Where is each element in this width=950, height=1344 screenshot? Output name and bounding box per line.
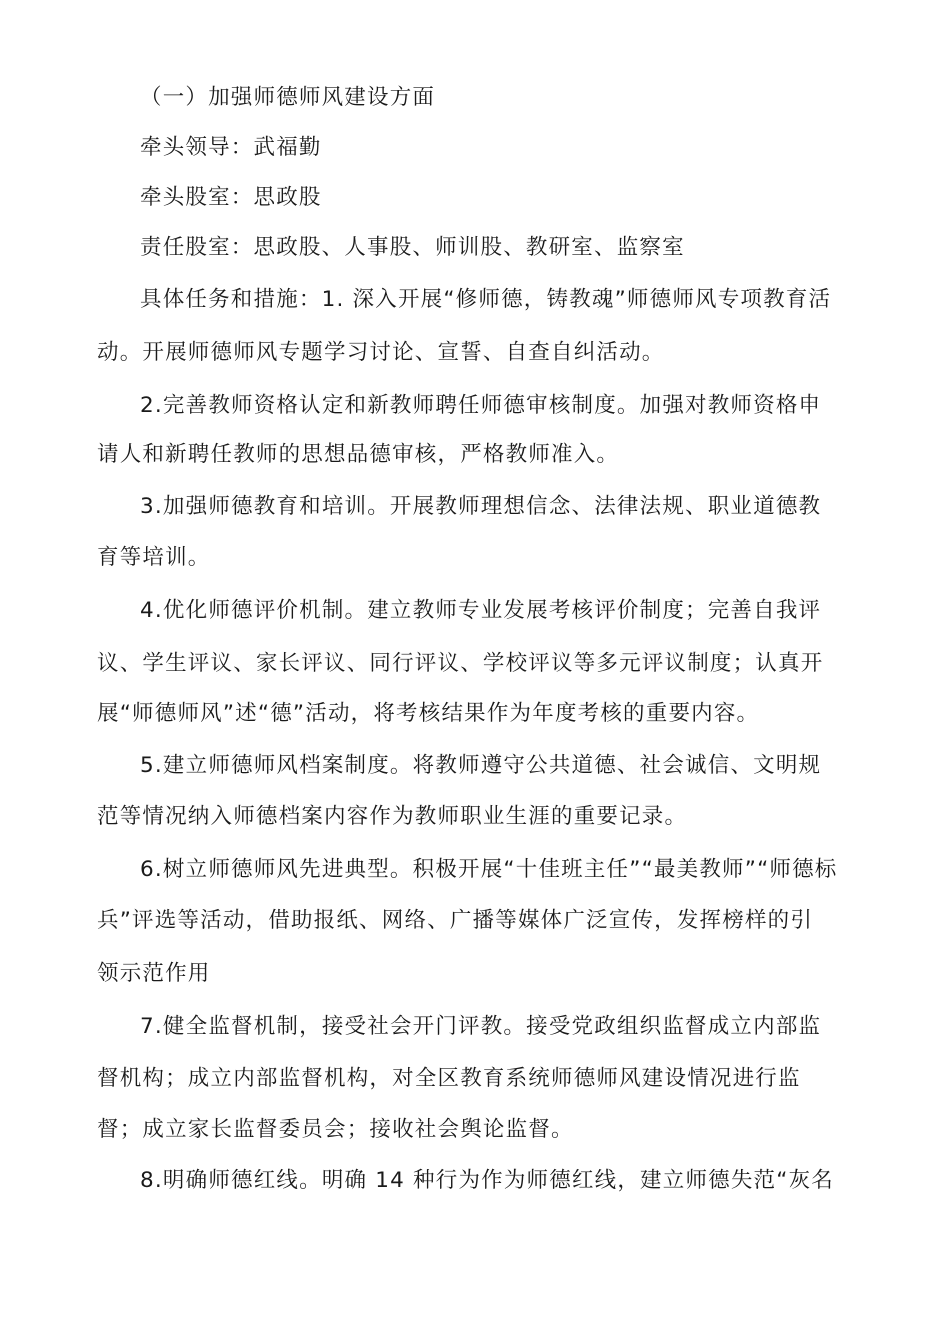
paragraph-6-line-1: 6.树立师德师风先进典型。积极开展“十佳班主任”“最美教师”“师德标 [140, 857, 838, 882]
paragraph-8-line-1: 8.明确师德红线。明确 14 种行为作为师德红线，建立师德失范“灰名 [140, 1168, 834, 1193]
lead-leader-line: 牵头领导：武福勤 [140, 135, 322, 160]
paragraph-1-line-1: 具体任务和措施：1. 深入开展“修师德，铸教魂”师德师风专项教育活 [140, 287, 832, 312]
paragraph-4-line-3: 展“师德师风”述“德”活动，将考核结果作为年度考核的重要内容。 [97, 701, 760, 726]
paragraph-6-line-3: 领示范作用 [97, 961, 211, 986]
paragraph-7-line-1: 7.健全监督机制，接受社会开门评教。接受党政组织监督成立内部监 [140, 1014, 822, 1039]
paragraph-5-line-2: 范等情况纳入师德档案内容作为教师职业生涯的重要记录。 [97, 804, 688, 829]
paragraph-6-line-2: 兵”评选等活动，借助报纸、网络、广播等媒体广泛宣传，发挥榜样的引 [97, 908, 814, 933]
paragraph-2-line-2: 请人和新聘任教师的思想品德审核，严格教师准入。 [97, 442, 620, 467]
paragraph-2-line-1: 2.完善教师资格认定和新教师聘任师德审核制度。加强对教师资格申 [140, 393, 822, 418]
paragraph-7-line-3: 督；成立家长监督委员会；接收社会舆论监督。 [97, 1117, 574, 1142]
paragraph-3-line-2: 育等培训。 [97, 545, 211, 570]
paragraph-1-line-2: 动。开展师德师风专题学习讨论、宣誓、自查自纠活动。 [97, 340, 665, 365]
paragraph-5-line-1: 5.建立师德师风档案制度。将教师遵守公共道德、社会诚信、文明规 [140, 753, 822, 778]
paragraph-4-line-2: 议、学生评议、家长评议、同行评议、学校评议等多元评议制度；认真开 [97, 651, 824, 676]
responsible-offices-line: 责任股室：思政股、人事股、师训股、教研室、监察室 [140, 235, 685, 260]
paragraph-7-line-2: 督机构；成立内部监督机构，对全区教育系统师德师风建设情况进行监 [97, 1066, 801, 1091]
paragraph-3-line-1: 3.加强师德教育和培训。开展教师理想信念、法律法规、职业道德教 [140, 494, 822, 519]
section-heading: （一）加强师德师风建设方面 [140, 85, 436, 110]
paragraph-4-line-1: 4.优化师德评价机制。建立教师专业发展考核评价制度；完善自我评 [140, 598, 822, 623]
lead-office-line: 牵头股室：思政股 [140, 185, 322, 210]
